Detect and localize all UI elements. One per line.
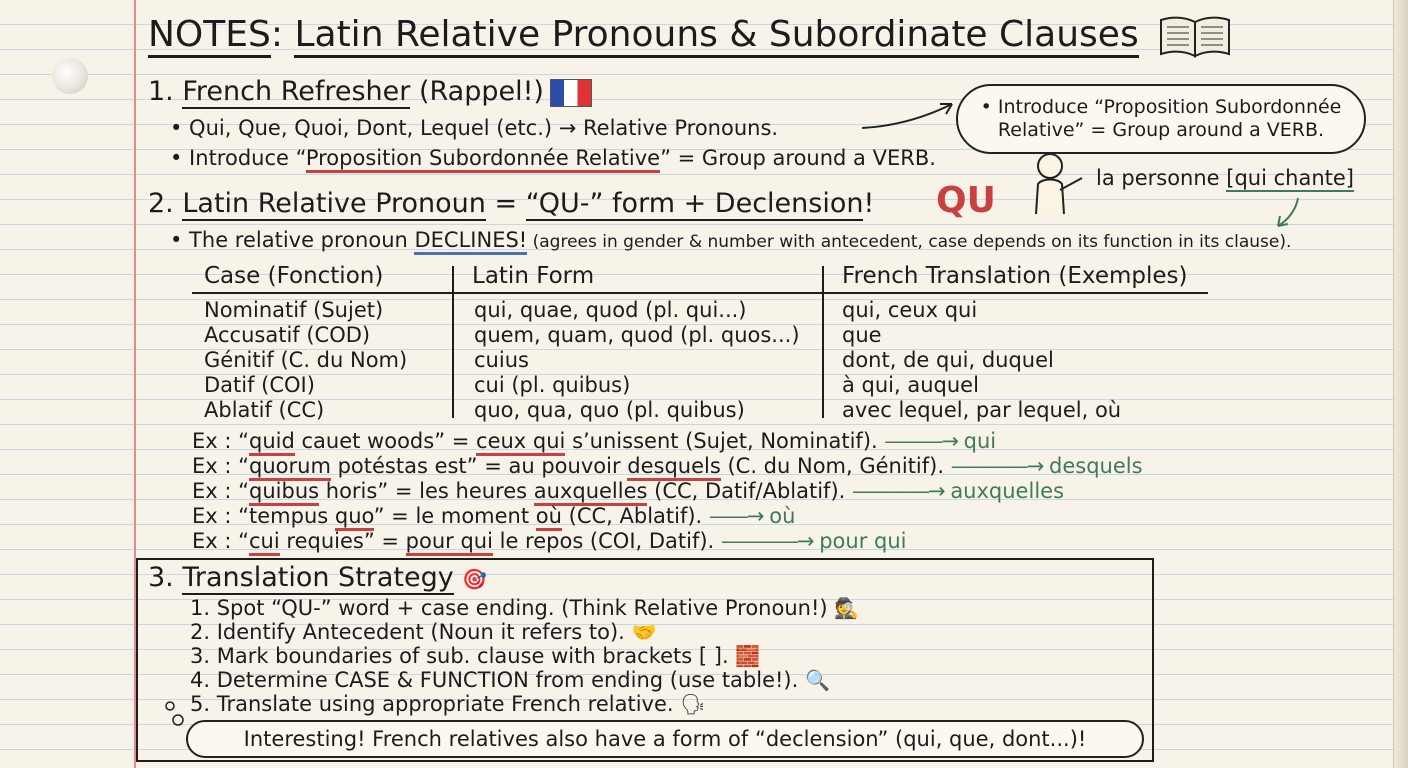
example-french-highlight: pour qui <box>406 529 493 556</box>
book-icon <box>1158 14 1232 58</box>
section1-number: 1. <box>148 76 174 107</box>
page-title <box>148 14 1232 58</box>
side-example-bracket: [qui chante] <box>1226 166 1355 190</box>
table-cell: Ablatif (CC) <box>204 398 325 422</box>
example-arrow: ————→ <box>852 479 944 503</box>
example-pre: Ex : “ <box>192 454 250 478</box>
title-colon: : <box>270 14 283 55</box>
table-cell: que <box>842 323 882 347</box>
speaking-head-icon: 🗣 <box>680 692 706 716</box>
example-result: desquels <box>1049 454 1143 478</box>
example-result: où <box>769 504 796 528</box>
side-example <box>1096 166 1354 190</box>
table-cell: quem, quam, quod (pl. quos...) <box>474 323 800 347</box>
example-latin-highlight: cui <box>249 529 280 556</box>
table-cell: avec lequel, par lequel, où <box>842 398 1122 422</box>
bullet2-post: ” = Group around a VERB. <box>660 146 936 170</box>
example-line <box>192 429 996 453</box>
example-arrow-head: → <box>941 429 957 453</box>
header-case: Case <box>204 263 261 289</box>
table-divider-1 <box>452 266 454 418</box>
strategy-step <box>190 596 859 620</box>
callout-bubble: • Introduce “Proposition Subordonnée Relative” = Group around a VERB. <box>956 84 1366 154</box>
table-cell: cuius <box>474 348 529 372</box>
table-cell: Nominatif (Sujet) <box>204 298 384 322</box>
section2-number: 2. <box>148 188 174 219</box>
example-french-rest: (C. du Nom, Génitif). <box>720 454 945 478</box>
step-text: 5. Translate using appropriate French relative. <box>190 692 674 716</box>
table-header-case <box>204 263 383 289</box>
section3-heading <box>148 562 487 593</box>
example-arrow-head: → <box>928 479 944 503</box>
section2-title-a: Latin Relative Pronoun <box>182 188 486 219</box>
handshake-icon: 🤝 <box>631 620 657 644</box>
table-cell: Génitif (C. du Nom) <box>204 348 408 372</box>
section1-bullet-1: • Qui, Que, Quoi, Dont, Lequel (etc.) → Relative Pronouns. <box>170 116 779 140</box>
example-latin-highlight: quibus <box>249 479 319 506</box>
example-latin-rest: horis” = les heures <box>319 479 534 503</box>
table-cell: cui (pl. quibus) <box>474 373 631 397</box>
bullet2-term: Proposition Subordonnée Relative <box>306 146 660 173</box>
binder-hole <box>52 58 88 94</box>
example-result: qui <box>963 429 997 453</box>
table-cell: Accusatif (COD) <box>204 323 371 347</box>
step-text: 3. Mark boundaries of sub. clause with brackets [ ]. <box>190 644 729 668</box>
step-text: 1. Spot “QU-” word + case ending. (Think Relative Pronoun!) <box>190 596 828 620</box>
qu-letters: QU <box>936 180 996 221</box>
strategy-steps <box>190 596 859 716</box>
callout-arrow <box>858 96 958 136</box>
thought-bubble: Interesting! French relatives also have a form of “declension” (qui, que, dont...)! <box>186 720 1144 758</box>
section1-heading <box>148 76 592 107</box>
example-line <box>192 504 795 528</box>
section1-bullet-2 <box>170 146 936 170</box>
table-cell: à qui, auquel <box>842 373 979 397</box>
magnifier-icon: 🔍 <box>804 668 830 692</box>
title-main: Latin Relative Pronouns & Subordinate Clauses <box>294 14 1138 58</box>
example-pre: Ex : “ <box>192 479 250 503</box>
example-latin-rest: requies” = <box>279 529 406 553</box>
example-result: auxquelles <box>950 479 1065 503</box>
table-divider-2 <box>822 266 824 418</box>
section2-bullet-term: DECLINES! <box>414 228 527 255</box>
french-flag-icon <box>550 79 592 107</box>
section2-bullet-post: (agrees in gender & number with antecedent, case depends on its function in its clause). <box>527 232 1292 252</box>
section3-number: 3. <box>148 562 174 593</box>
example-french-highlight: auxquelles <box>534 479 648 506</box>
strategy-step <box>190 668 859 692</box>
example-arrow-head: → <box>746 504 763 528</box>
table-cell: Datif (COI) <box>204 373 315 397</box>
header-fonction: (Fonction) <box>267 263 384 289</box>
example-latin-highlight: quorum <box>249 454 331 481</box>
table-cell: qui, quae, quod (pl. qui...) <box>474 298 747 322</box>
example-result: pour qui <box>819 529 907 553</box>
table-cell: quo, qua, quo (pl. quibus) <box>474 398 745 422</box>
example-pre: Ex : “ <box>192 429 250 453</box>
table-cell: qui, ceux qui <box>842 298 978 322</box>
example-french-rest: (CC, Datif/Ablatif). <box>647 479 846 503</box>
example-arrow: ————→ <box>950 454 1043 478</box>
strategy-step <box>190 644 859 668</box>
side-example-arrow <box>1268 196 1308 230</box>
example-latin-highlight: quid <box>249 429 295 456</box>
example-french-rest: (CC, Ablatif). <box>561 504 703 528</box>
table-header-french <box>842 263 1187 289</box>
bullet2-pre: • Introduce “ <box>170 146 306 170</box>
table-header-rule <box>192 292 1208 294</box>
side-example-pre: la personne <box>1096 166 1220 190</box>
title-prefix: NOTES <box>148 14 271 58</box>
example-latin-rest: ” = le moment <box>373 504 536 528</box>
step-text: 4. Determine CASE & FUNCTION from ending (use table!). <box>190 668 799 692</box>
table-col-case <box>204 298 407 423</box>
example-french-highlight: ceux qui <box>476 429 565 456</box>
example-line <box>192 454 1143 478</box>
example-line <box>192 479 1064 503</box>
example-latin-highlight: quo <box>335 504 374 531</box>
example-line <box>192 529 907 553</box>
detective-icon: 🕵 <box>834 596 860 620</box>
step-text: 2. Identify Antecedent (Noun it refers to). <box>190 620 625 644</box>
target-icon: 🎯 <box>462 567 488 591</box>
section1-title: French Refresher <box>182 76 411 107</box>
strategy-step <box>190 620 859 644</box>
example-arrow: ——→ <box>708 504 763 528</box>
example-arrow: ———→ <box>884 429 957 453</box>
example-pre: Ex : “ <box>192 529 250 553</box>
example-arrow-head: → <box>796 529 813 553</box>
section2-bullet <box>170 228 1291 252</box>
example-latin-rest: potéstas est” = au pouvoir <box>330 454 628 478</box>
section2-title-c: “QU-” form + Declension <box>525 188 864 219</box>
table-col-french <box>842 298 1121 423</box>
qu-badge <box>936 180 996 221</box>
header-exemples: (Exemples) <box>1058 263 1188 289</box>
header-latin: Latin Form <box>472 263 595 289</box>
example-french-rest: s’unissent (Sujet, Nominatif). <box>565 429 878 453</box>
example-arrow: ————→ <box>720 529 813 553</box>
example-french-rest: le repos (COI, Datif). <box>492 529 715 553</box>
table-col-latin <box>474 298 800 423</box>
section1-paren: (Rappel!) <box>418 76 544 107</box>
example-pre: Ex : “tempus <box>192 504 335 528</box>
section3-title: Translation Strategy <box>182 562 454 593</box>
section2-equals: = <box>494 188 518 219</box>
example-arrow-head: → <box>1026 454 1043 478</box>
header-french: French Translation <box>842 263 1052 289</box>
section2-heading <box>148 188 874 219</box>
table-cell: dont, de qui, duquel <box>842 348 1054 372</box>
section2-bullet-pre: • The relative pronoun <box>170 228 415 252</box>
brick-icon: 🧱 <box>735 644 761 668</box>
example-latin-rest: cauet woods” = <box>294 429 477 453</box>
example-french-highlight: où <box>536 504 562 531</box>
section2-bang: ! <box>863 188 875 219</box>
example-french-highlight: desquels <box>627 454 721 481</box>
thought-bubble-dots <box>160 698 190 732</box>
teacher-figure-icon <box>1030 150 1092 216</box>
strategy-step <box>190 692 859 716</box>
page-edge <box>1393 0 1408 768</box>
